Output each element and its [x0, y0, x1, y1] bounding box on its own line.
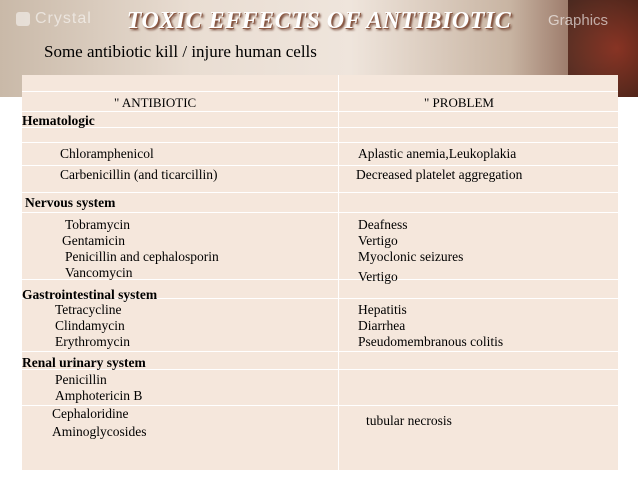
column-divider [338, 75, 339, 470]
row-divider [22, 165, 618, 166]
problem-cell: Hepatitis [358, 302, 407, 317]
section-gastrointestinal: Gastrointestinal system [22, 287, 158, 302]
problem-cell: tubular necrosis [366, 413, 452, 428]
row-divider [22, 111, 618, 112]
row-divider [22, 127, 618, 128]
problem-cell: Pseudomembranous colitis [358, 334, 504, 349]
row-divider [22, 192, 618, 193]
drug-cell: Penicillin and cephalosporin [65, 249, 219, 264]
problem-cell: Diarrhea [358, 318, 406, 333]
drug-cell: Gentamicin [62, 233, 125, 248]
header-problem: " PROBLEM [424, 95, 494, 110]
drug-cell: Carbenicillin (and ticarcillin) [60, 167, 218, 182]
antibiotic-table [22, 75, 618, 470]
watermark-right-text: Graphics [548, 12, 609, 29]
row-divider [22, 212, 618, 213]
problem-cell: Aplastic anemia,Leukoplakia [358, 146, 517, 161]
section-hematologic: Hematologic [22, 113, 95, 128]
subtitle: Some antibiotic kill / injure human cells [44, 42, 317, 61]
drug-cell: Aminoglycosides [52, 424, 147, 439]
drug-cell: Erythromycin [55, 334, 130, 349]
drug-cell: Vancomycin [65, 265, 133, 280]
section-renal: Renal urinary system [22, 355, 146, 370]
row-divider [22, 142, 618, 143]
drug-cell: Penicillin [55, 372, 107, 387]
row-divider [22, 91, 618, 92]
drug-cell: Chloramphenicol [60, 146, 154, 161]
problem-cell: Vertigo [358, 233, 398, 248]
section-nervous: Nervous system [25, 195, 116, 210]
drug-cell: Clindamycin [55, 318, 125, 333]
problem-cell: Myoclonic seizures [358, 249, 464, 264]
problem-cell: Deafness [358, 217, 408, 232]
watermark-left-text: Crystal [35, 10, 92, 27]
problem-cell: Decreased platelet aggregation [356, 167, 523, 182]
page-title: TOXIC EFFECTS OF ANTIBIOTIC [126, 8, 512, 34]
drug-cell: Amphotericin B [55, 388, 143, 403]
drug-cell: Cephaloridine [52, 406, 129, 421]
row-divider [22, 351, 618, 352]
problem-cell: Vertigo [358, 269, 398, 284]
drug-cell: Tetracycline [55, 302, 122, 317]
drug-cell: Tobramycin [65, 217, 131, 232]
header-antibiotic: " ANTIBIOTIC [114, 95, 197, 110]
